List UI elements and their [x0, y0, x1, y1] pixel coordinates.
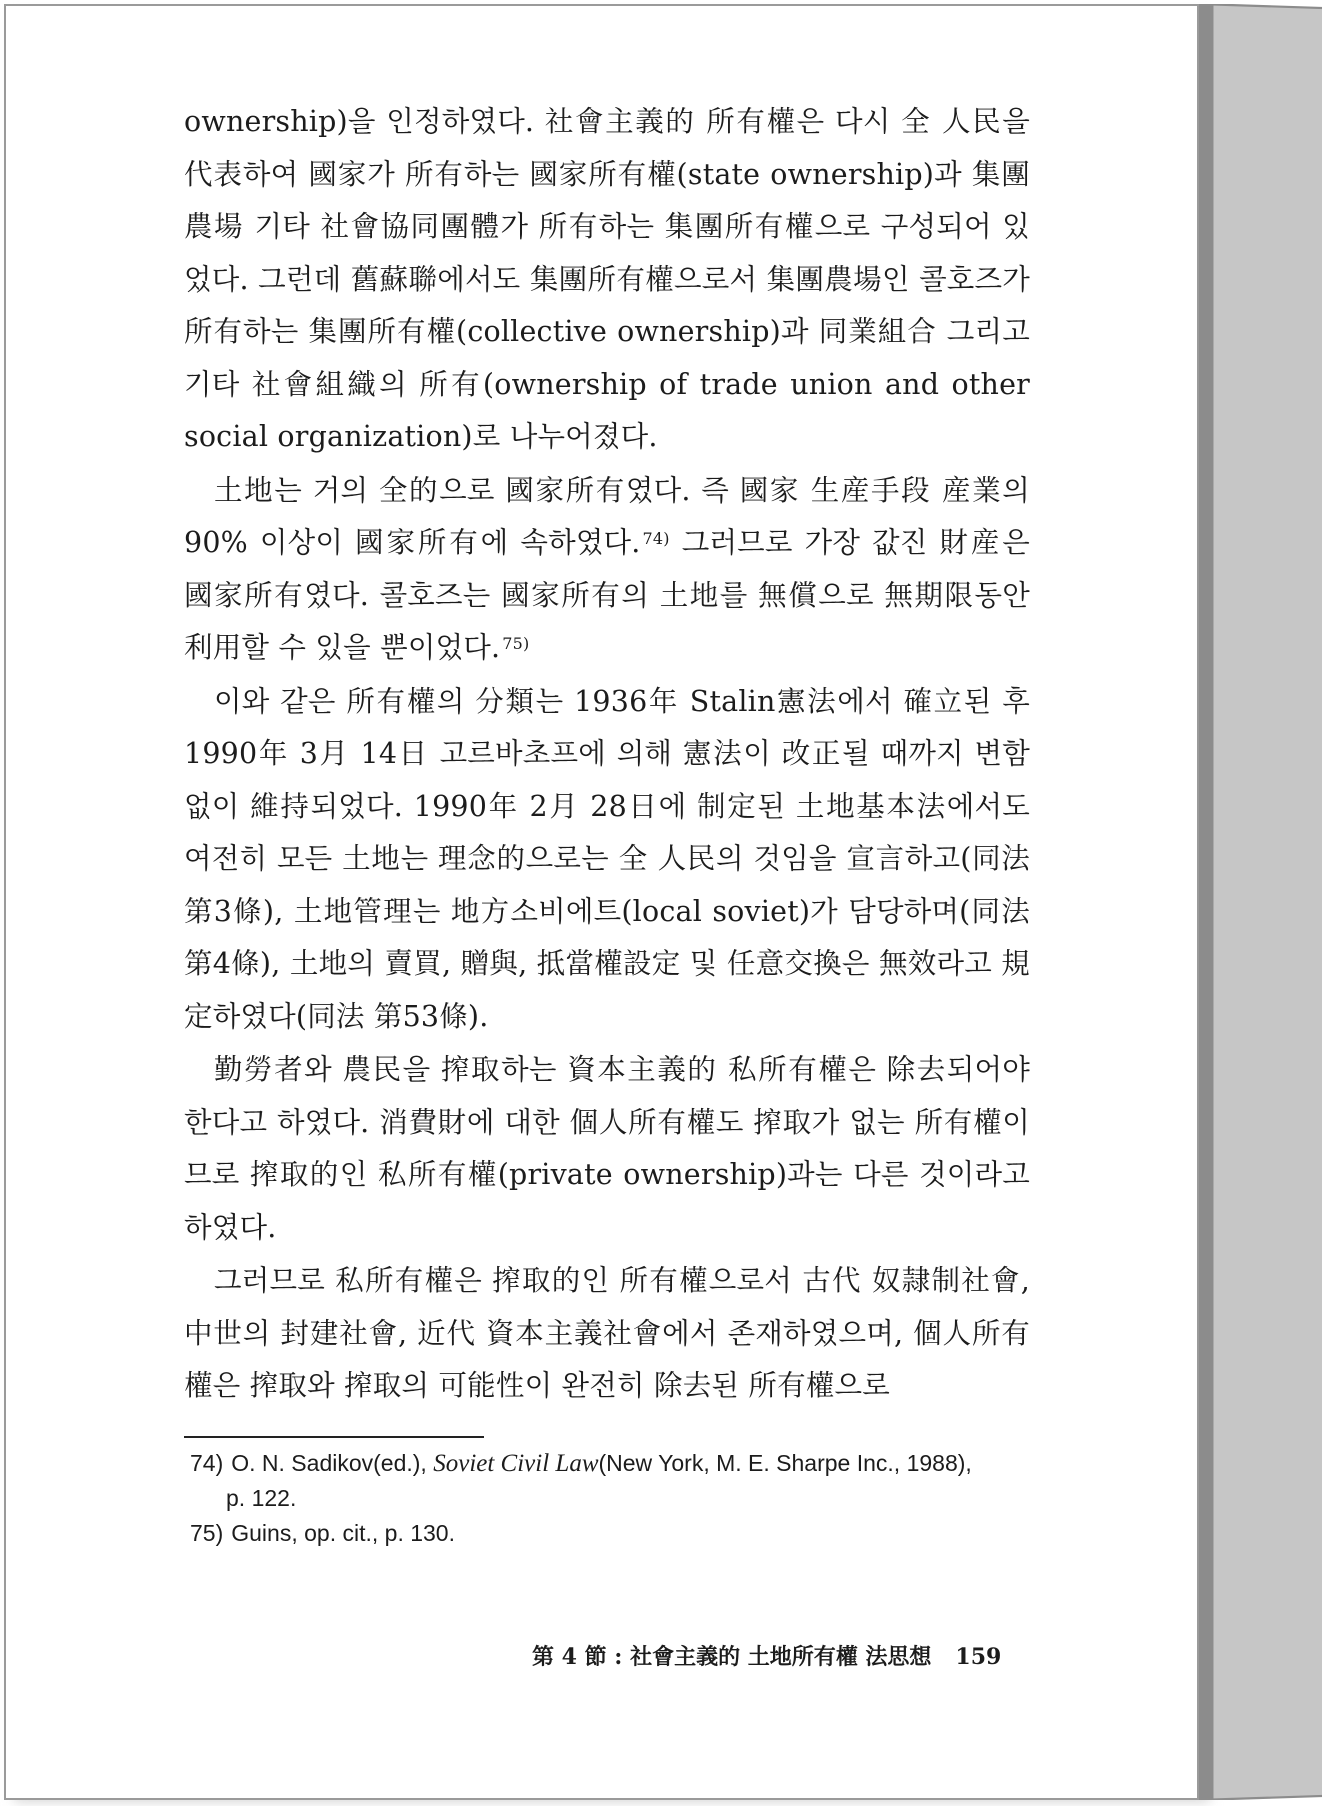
footnote-continuation: p. 122. [226, 1485, 297, 1511]
running-footer [532, 1640, 1032, 1671]
paragraph-2: 土地는 거의 全的으로 國家所有였다. 즉 國家 生産手段 産業의 90% 이상이 國家所有에 속하였다. $^{74)}$ 그러므로 가장 값진 財産은 國家所有였다. 콜호즈는 國家所有의 土地를 無償으로 無期限동안 利用할 수 있을 뿐이었다. $^{75)}$ [184, 473, 1030, 664]
footnote-text: O. N. Sadikov(ed.), [231, 1450, 434, 1476]
page-number: 159 [955, 1644, 1002, 1670]
body-text [184, 96, 1030, 1414]
footnote-number: 75) [190, 1520, 224, 1546]
footnote-divider [184, 1436, 484, 1438]
footnote-ref-75[interactable]: 75) [502, 634, 530, 653]
section-title: 第 4 節 : 社會主義的 土地所有權 法思想 [532, 1644, 932, 1670]
footnote-number: 74) [190, 1450, 224, 1476]
footnote-74 [190, 1446, 1030, 1516]
footnotes [190, 1446, 1030, 1551]
book-spine [1199, 4, 1322, 1800]
footnote-ref-74[interactable]: 74) [642, 529, 670, 548]
footnote-text: Guins, op. cit., p. 130. [231, 1520, 455, 1546]
paragraph-5: 그러므로 私所有權은 搾取的인 所有權으로서 古代 奴隷制社會, 中世의 封建社會, 近代 資本主義社會에서 존재하였으며, 個人所有權은 搾取와 搾取의 可能性이 완전히 除去된 所有權으로 [184, 1264, 1030, 1402]
paragraph-3: 이와 같은 所有權의 分類는 1936年 Stalin憲法에서 確立된 후 1990年 3月 14日 고르바초프에 의해 憲法이 改正될 때까지 변함없이 維持되었다. 1990年 2月 28日에 制定된 土地基本法에서도 여전히 모든 土地는 理念的으로는 全 人民의 것임을 宣言하고(同法 第3條), 土地管理는 地方소비에트(local soviet)가 담당하며(同法 第4條), 土地의 賣買, 贈與, 抵當權設定 및 任意交換은 無效라고 規定하였다(同法 第53條). [184, 684, 1030, 1033]
footnote-book-title: Soviet Civil Law [433, 1450, 599, 1477]
paragraph-1: ownership)을 인정하였다. 社會主義的 所有權은 다시 全 人民을 代表하여 國家가 所有하는 國家所有權(state ownership)과 集團農場 기타 社會協同團體가 所有하는 集團所有權으로 구성되어 있었다. 그런데 舊蘇聯에서도 集團所有權으로서 集團農場인 콜호즈가 所有하는 集團所有權(collective ownership)과 同業組合 그리고 기타 社會組織의 所有(ownership of trade union and other social organization)로 나누어졌다. [184, 105, 1030, 453]
footnote-75 [190, 1516, 1030, 1551]
footnote-text: (New York, M. E. Sharpe Inc., 1988), [598, 1450, 972, 1476]
paragraph-4: 勤勞者와 農民을 搾取하는 資本主義的 私所有權은 除去되어야 한다고 하였다. 消費財에 대한 個人所有權도 搾取가 없는 所有權이므로 搾取的인 私所有權(private ownership)과는 다른 것이라고 하였다. [184, 1053, 1030, 1244]
